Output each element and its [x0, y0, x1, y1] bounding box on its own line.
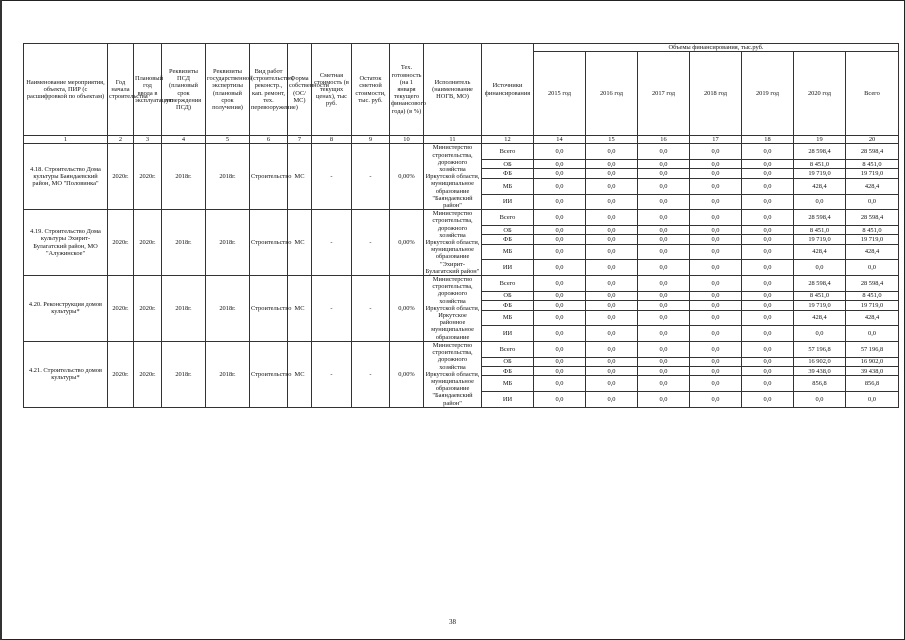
project-work-type: Строительство	[250, 210, 288, 276]
funding-value: 428,4	[846, 310, 899, 326]
funding-value: 0,0	[586, 178, 638, 194]
project-work-type: Строительство	[250, 144, 288, 210]
funding-value: 0,0	[742, 291, 794, 300]
project-readiness: 0,00%	[390, 210, 424, 276]
project-estimate: -	[312, 210, 352, 276]
funding-value: 0,0	[586, 392, 638, 408]
hdr-year: 2020 год	[794, 52, 846, 136]
funding-source: ИИ	[482, 326, 534, 342]
funding-value: 57 196,8	[794, 341, 846, 357]
project-start-year: 2020г.	[108, 210, 134, 276]
funding-value: 0,0	[586, 210, 638, 226]
funding-value: 0,0	[586, 291, 638, 300]
funding-source: ФБ	[482, 235, 534, 244]
table-row	[24, 276, 899, 292]
hdr-readiness: Тех. готовность (на 1 января текущего финансового года) (в %)	[390, 44, 424, 136]
funding-value: 0,0	[742, 357, 794, 366]
funding-value: 0,0	[690, 178, 742, 194]
funding-value: 0,0	[586, 194, 638, 210]
funding-value: 0,0	[794, 260, 846, 276]
funding-value: 0,0	[586, 366, 638, 375]
funding-value: 856,8	[846, 376, 899, 392]
funding-value: 28 598,4	[846, 276, 899, 292]
funding-value: 0,0	[846, 260, 899, 276]
col-number: 9	[352, 136, 390, 144]
funding-value: 0,0	[638, 235, 690, 244]
hdr-year: 2016 год	[586, 52, 638, 136]
col-number: 19	[794, 136, 846, 144]
funding-value: 0,0	[742, 244, 794, 260]
funding-value: 0,0	[690, 244, 742, 260]
funding-value: 0,0	[586, 235, 638, 244]
funding-value: 57 196,8	[846, 341, 899, 357]
funding-value: 0,0	[586, 376, 638, 392]
hdr-estimate: Сметная стоимость (в текущих ценах), тыс руб.	[312, 44, 352, 136]
funding-value: 0,0	[586, 310, 638, 326]
project-name: 4.21. Строительство домов культуры*	[24, 341, 108, 407]
funding-value: 19 719,0	[846, 169, 899, 178]
funding-value: 0,0	[690, 225, 742, 234]
project-ownership: МС	[288, 144, 312, 210]
col-number: 12	[482, 136, 534, 144]
funding-value: 0,0	[794, 392, 846, 408]
funding-value: 0,0	[586, 160, 638, 169]
funding-value: 0,0	[742, 210, 794, 226]
funding-source: Всего	[482, 276, 534, 292]
col-number: 14	[534, 136, 586, 144]
hdr-funding-group: Объемы финансирования, тыс.руб.	[534, 44, 899, 52]
funding-value: 0,0	[846, 392, 899, 408]
funding-value: 0,0	[846, 194, 899, 210]
project-psd: 2018г.	[162, 210, 206, 276]
funding-source: ОБ	[482, 160, 534, 169]
funding-value: 0,0	[794, 194, 846, 210]
funding-value: 0,0	[586, 225, 638, 234]
funding-source: ИИ	[482, 392, 534, 408]
funding-source: Всего	[482, 144, 534, 160]
funding-value: 0,0	[534, 194, 586, 210]
funding-value: 0,0	[742, 376, 794, 392]
funding-value: 19 719,0	[794, 169, 846, 178]
funding-value: 0,0	[742, 178, 794, 194]
funding-value: 0,0	[534, 392, 586, 408]
col-number: 18	[742, 136, 794, 144]
project-work-type: Строительство	[250, 341, 288, 407]
funding-value: 0,0	[586, 301, 638, 310]
col-number: 10	[390, 136, 424, 144]
project-remaining: -	[352, 341, 390, 407]
funding-value: 428,4	[846, 178, 899, 194]
funding-value: 0,0	[742, 144, 794, 160]
project-estimate: -	[312, 144, 352, 210]
funding-value: 0,0	[586, 341, 638, 357]
project-name: 4.18. Строительство Дома культуры Баяндаевский район, МО "Половинка"	[24, 144, 108, 210]
funding-value: 8 451,0	[794, 160, 846, 169]
funding-value: 8 451,0	[846, 160, 899, 169]
funding-value: 0,0	[534, 210, 586, 226]
funding-value: 0,0	[534, 225, 586, 234]
funding-value: 28 598,4	[846, 210, 899, 226]
col-number: 15	[586, 136, 638, 144]
project-planned-year: 2020г.	[134, 144, 162, 210]
funding-value: 0,0	[690, 260, 742, 276]
col-number: 3	[134, 136, 162, 144]
project-estimate: -	[312, 341, 352, 407]
funding-source: ОБ	[482, 291, 534, 300]
project-executor: Министерство строительства, дорожного хозяйства Иркутской области, муниципальное образование "Баяндаевский район"	[424, 144, 482, 210]
funding-value: 0,0	[534, 376, 586, 392]
funding-value: 0,0	[534, 341, 586, 357]
funding-value: 0,0	[638, 392, 690, 408]
funding-value: 0,0	[690, 194, 742, 210]
funding-source: ИИ	[482, 260, 534, 276]
funding-value: 0,0	[690, 301, 742, 310]
funding-value: 0,0	[586, 276, 638, 292]
funding-value: 0,0	[742, 341, 794, 357]
funding-table	[23, 43, 899, 408]
hdr-executor: Исполнитель (наименование НОГВ, МО)	[424, 44, 482, 136]
funding-source: Всего	[482, 210, 534, 226]
funding-value: 0,0	[638, 357, 690, 366]
funding-value: 0,0	[534, 291, 586, 300]
funding-value: 39 438,0	[794, 366, 846, 375]
funding-source: МБ	[482, 376, 534, 392]
funding-value: 0,0	[690, 341, 742, 357]
hdr-year: 2015 год	[534, 52, 586, 136]
funding-source: ФБ	[482, 301, 534, 310]
funding-value: 0,0	[586, 357, 638, 366]
funding-value: 0,0	[742, 326, 794, 342]
funding-value: 0,0	[534, 301, 586, 310]
funding-source: МБ	[482, 310, 534, 326]
project-ownership: МС	[288, 276, 312, 342]
project-work-type: Строительство	[250, 276, 288, 342]
hdr-name: Наименование мероприятия, объекта, ПИР (с расшифровкой по объектам)	[24, 44, 108, 136]
funding-value: 0,0	[534, 178, 586, 194]
funding-value: 0,0	[690, 144, 742, 160]
funding-value: 0,0	[534, 357, 586, 366]
col-number: 2	[108, 136, 134, 144]
funding-value: 28 598,4	[794, 144, 846, 160]
funding-value: 0,0	[690, 366, 742, 375]
funding-value: 0,0	[742, 366, 794, 375]
hdr-planned-year: Плановый год ввода в эксплуатацию	[134, 44, 162, 136]
funding-value: 0,0	[586, 244, 638, 260]
table-row	[24, 210, 899, 226]
scan-edge	[0, 0, 2, 640]
funding-value: 0,0	[586, 260, 638, 276]
project-ownership: МС	[288, 210, 312, 276]
funding-value: 0,0	[690, 310, 742, 326]
project-remaining: -	[352, 210, 390, 276]
funding-value: 28 598,4	[794, 210, 846, 226]
funding-value: 428,4	[846, 244, 899, 260]
hdr-sources: Источники финансирования	[482, 44, 534, 136]
funding-value: 0,0	[586, 169, 638, 178]
col-number: 17	[690, 136, 742, 144]
hdr-work-type: Вид работ (строительство, реконстр., кап. ремонт, тех. перевооружение)	[250, 44, 288, 136]
funding-source: МБ	[482, 178, 534, 194]
project-planned-year: 2020г.	[134, 210, 162, 276]
funding-value: 428,4	[794, 244, 846, 260]
project-name: 4.20. Реконструкция домов культуры*	[24, 276, 108, 342]
funding-value: 0,0	[742, 392, 794, 408]
funding-value: 0,0	[742, 169, 794, 178]
funding-value: 0,0	[638, 244, 690, 260]
project-expertise: 2018г.	[206, 210, 250, 276]
funding-value: 0,0	[638, 341, 690, 357]
funding-value: 0,0	[638, 260, 690, 276]
funding-value: 0,0	[742, 260, 794, 276]
hdr-expertise: Реквизиты государственной экспертизы (плановый срок получения)	[206, 44, 250, 136]
funding-value: 0,0	[638, 376, 690, 392]
col-number: 6	[250, 136, 288, 144]
funding-value: 0,0	[638, 210, 690, 226]
project-readiness: 0,00%	[390, 341, 424, 407]
col-number: 20	[846, 136, 899, 144]
hdr-year: 2019 год	[742, 52, 794, 136]
col-number: 1	[24, 136, 108, 144]
funding-value: 0,0	[534, 326, 586, 342]
project-readiness: 0,00%	[390, 276, 424, 342]
funding-value: 0,0	[638, 144, 690, 160]
funding-value: 0,0	[690, 326, 742, 342]
funding-value: 0,0	[742, 310, 794, 326]
col-number: 4	[162, 136, 206, 144]
project-expertise: 2018г.	[206, 341, 250, 407]
project-estimate: -	[312, 276, 352, 342]
funding-value: 19 719,0	[846, 235, 899, 244]
project-expertise: 2018г.	[206, 144, 250, 210]
table-row	[24, 341, 899, 357]
project-remaining: -	[352, 144, 390, 210]
funding-source: Всего	[482, 341, 534, 357]
funding-value: 0,0	[534, 366, 586, 375]
funding-value: 0,0	[638, 194, 690, 210]
funding-value: 0,0	[638, 169, 690, 178]
page-number: 38	[449, 618, 456, 626]
funding-value: 0,0	[742, 301, 794, 310]
funding-value: 428,4	[794, 178, 846, 194]
funding-value: 28 598,4	[846, 144, 899, 160]
funding-value: 0,0	[690, 376, 742, 392]
funding-source: ФБ	[482, 366, 534, 375]
funding-value: 0,0	[534, 276, 586, 292]
funding-value: 856,8	[794, 376, 846, 392]
funding-value: 0,0	[638, 178, 690, 194]
funding-value: 0,0	[638, 326, 690, 342]
project-planned-year: 2020г.	[134, 276, 162, 342]
funding-value: 16 902,0	[794, 357, 846, 366]
funding-value: 39 438,0	[846, 366, 899, 375]
funding-source: ИИ	[482, 194, 534, 210]
project-remaining: -	[352, 276, 390, 342]
funding-value: 0,0	[534, 235, 586, 244]
funding-source: МБ	[482, 244, 534, 260]
funding-value: 8 451,0	[794, 291, 846, 300]
table-row	[24, 144, 899, 160]
col-number: 7	[288, 136, 312, 144]
col-number: 5	[206, 136, 250, 144]
funding-value: 0,0	[794, 326, 846, 342]
funding-source: ОБ	[482, 357, 534, 366]
funding-value: 0,0	[690, 210, 742, 226]
funding-value: 0,0	[690, 392, 742, 408]
funding-source: ФБ	[482, 169, 534, 178]
funding-value: 0,0	[534, 160, 586, 169]
funding-value: 0,0	[638, 310, 690, 326]
project-executor: Министерство строительства, дорожного хозяйства Иркутской области, муниципальное образование "Эхирит-Булагатский район"	[424, 210, 482, 276]
project-expertise: 2018г.	[206, 276, 250, 342]
funding-value: 0,0	[742, 235, 794, 244]
funding-value: 0,0	[690, 357, 742, 366]
project-readiness: 0,00%	[390, 144, 424, 210]
hdr-psd: Реквизиты ПСД (плановый срок утверждения ПСД)	[162, 44, 206, 136]
funding-value: 19 719,0	[794, 301, 846, 310]
project-psd: 2018г.	[162, 276, 206, 342]
project-name: 4.19. Строительство Дома культуры Эхирит-Булагатский район, МО "Алужинское"	[24, 210, 108, 276]
funding-value: 0,0	[690, 160, 742, 169]
funding-value: 0,0	[534, 260, 586, 276]
funding-value: 0,0	[638, 225, 690, 234]
col-number: 8	[312, 136, 352, 144]
funding-value: 428,4	[794, 310, 846, 326]
funding-source: ОБ	[482, 225, 534, 234]
funding-value: 28 598,4	[794, 276, 846, 292]
funding-value: 0,0	[638, 301, 690, 310]
hdr-remaining: Остаток сметной стоимости, тыс. руб.	[352, 44, 390, 136]
funding-value: 8 451,0	[846, 225, 899, 234]
project-start-year: 2020г.	[108, 144, 134, 210]
hdr-year: Всего	[846, 52, 899, 136]
funding-value: 0,0	[690, 291, 742, 300]
hdr-year: 2017 год	[638, 52, 690, 136]
col-number: 11	[424, 136, 482, 144]
funding-value: 0,0	[534, 310, 586, 326]
funding-value: 0,0	[586, 144, 638, 160]
funding-value: 19 719,0	[794, 235, 846, 244]
project-start-year: 2020г.	[108, 341, 134, 407]
funding-value: 16 902,0	[846, 357, 899, 366]
col-number: 16	[638, 136, 690, 144]
project-executor: Министерство строительства, дорожного хозяйства Иркутской области, муниципальное образование "Баяндаевский район"	[424, 341, 482, 407]
hdr-year: 2018 год	[690, 52, 742, 136]
project-executor: Министерство строительства, дорожного хозяйства Иркутской области, Иркутское районное муниципальное образование	[424, 276, 482, 342]
funding-value: 0,0	[638, 160, 690, 169]
funding-value: 0,0	[742, 194, 794, 210]
funding-value: 0,0	[534, 169, 586, 178]
project-psd: 2018г.	[162, 341, 206, 407]
funding-value: 0,0	[742, 276, 794, 292]
funding-value: 0,0	[690, 169, 742, 178]
funding-value: 0,0	[742, 160, 794, 169]
funding-value: 0,0	[534, 244, 586, 260]
funding-value: 0,0	[534, 144, 586, 160]
project-psd: 2018г.	[162, 144, 206, 210]
funding-value: 0,0	[742, 225, 794, 234]
project-start-year: 2020г.	[108, 276, 134, 342]
funding-value: 0,0	[638, 366, 690, 375]
funding-value: 0,0	[638, 276, 690, 292]
funding-value: 8 451,0	[794, 225, 846, 234]
funding-value: 19 719,0	[846, 301, 899, 310]
funding-value: 0,0	[690, 235, 742, 244]
project-ownership: МС	[288, 341, 312, 407]
funding-value: 0,0	[638, 291, 690, 300]
funding-value: 0,0	[846, 326, 899, 342]
hdr-ownership: Форма собственности (ОС/МС)	[288, 44, 312, 136]
funding-value: 8 451,0	[846, 291, 899, 300]
project-planned-year: 2020г.	[134, 341, 162, 407]
funding-value: 0,0	[586, 326, 638, 342]
funding-value: 0,0	[690, 276, 742, 292]
hdr-start-year: Год начала строительства	[108, 44, 134, 136]
